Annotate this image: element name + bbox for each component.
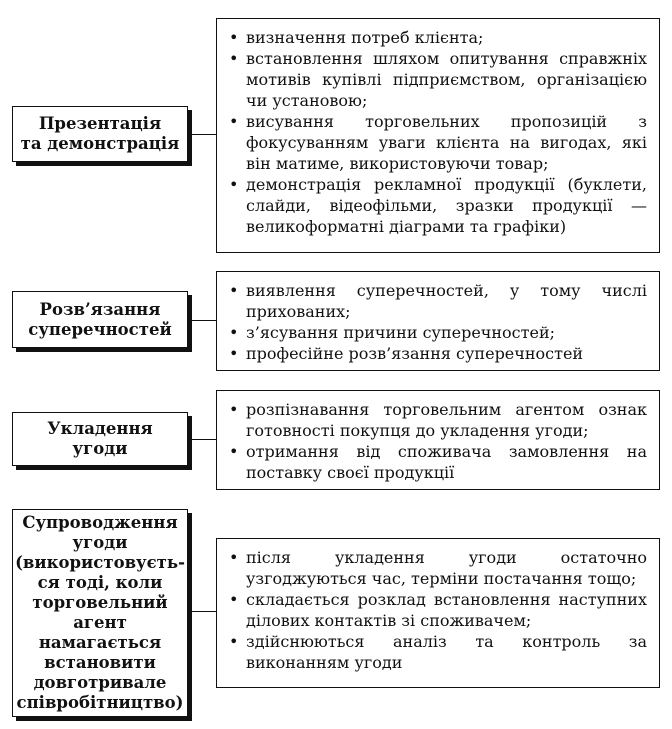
label-closing-text: Укладення угоди — [47, 419, 153, 458]
details-presentation — [216, 18, 660, 253]
connector-closing — [192, 439, 216, 440]
list-item: • демонстрація рекламної продукції (буклети, слайди, відеофільми, зразки продукції — великоформатні діаграми та графіки) — [229, 174, 647, 237]
connector-follow-up — [192, 611, 216, 612]
list-item: • отримання від споживача замовлення на поставку своєї продукції — [229, 441, 647, 483]
label-follow-up — [12, 509, 188, 717]
connector-objections — [192, 320, 216, 321]
label-presentation — [12, 106, 188, 162]
label-presentation-text: Презентація та демонстрація — [20, 114, 180, 153]
list-item: • професійне розв’язання суперечностей — [229, 343, 647, 364]
list-item: • визначення потреб клієнта; — [229, 27, 647, 48]
details-objections — [216, 271, 660, 371]
details-follow-up — [216, 538, 660, 688]
list-item: • здійснюються аналіз та контроль за виконанням угоди — [229, 631, 647, 673]
label-objections — [12, 291, 188, 348]
label-follow-up-text: Супроводження угоди (використовуєть- ся тоді, коли торговельний агент намагається встановити довготривале співробітництво) — [15, 513, 185, 712]
list-item: • розпізнавання торговельним агентом ознак готовності покупця до укладення угоди; — [229, 399, 647, 441]
connector-presentation — [192, 134, 216, 135]
list-item: • після укладення угоди остаточно узгоджуються час, терміни постачання тощо; — [229, 547, 647, 589]
list-item: • встановлення шляхом опитування справжніх мотивів купівлі підприємством, організацією чи установою; — [229, 48, 647, 111]
list-item: • виявлення суперечностей, у тому числі прихованих; — [229, 280, 647, 322]
label-closing — [12, 412, 188, 466]
list-item: • складається розклад встановлення наступних ділових контактів зі споживачем; — [229, 589, 647, 631]
details-closing — [216, 390, 660, 490]
list-item: • з’ясування причини суперечностей; — [229, 322, 647, 343]
list-item: • висування торговельних пропозицій з фокусуванням уваги клієнта на вигодах, які він матиме, використовуючи товар; — [229, 111, 647, 174]
label-objections-text: Розв’язання суперечностей — [28, 299, 172, 339]
